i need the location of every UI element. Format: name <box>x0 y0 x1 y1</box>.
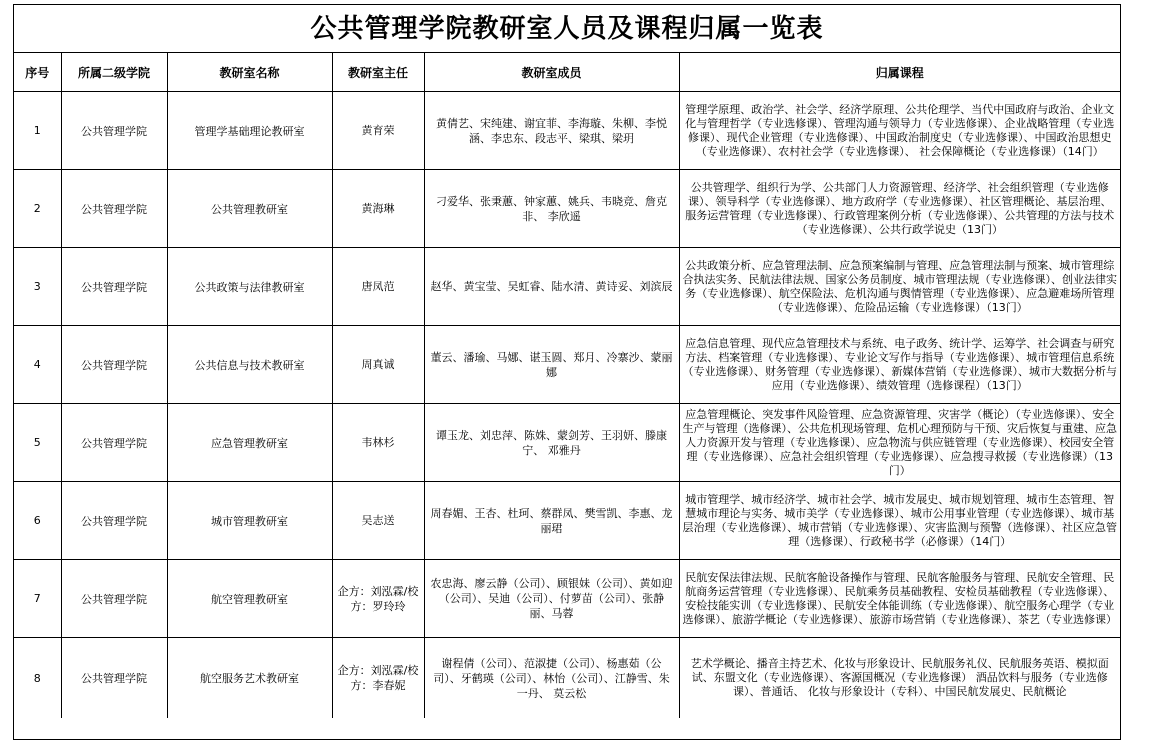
row-no: 7 <box>14 560 61 638</box>
table-header-row <box>14 53 1120 92</box>
row-no: 5 <box>14 404 61 482</box>
row-office: 应急管理教研室 <box>167 404 332 482</box>
row-director: 韦林杉 <box>332 404 424 482</box>
row-office: 公共信息与技术教研室 <box>167 326 332 404</box>
sheet-title: 公共管理学院教研室人员及课程归属一览表 <box>14 5 1120 53</box>
header-no: 序号 <box>14 53 61 92</box>
row-office: 管理学基础理论教研室 <box>167 92 332 170</box>
row-college: 公共管理学院 <box>61 170 167 248</box>
course-table-sheet <box>13 4 1121 740</box>
table-row <box>14 482 1120 560</box>
table-row <box>14 404 1120 482</box>
row-office: 城市管理教研室 <box>167 482 332 560</box>
row-college: 公共管理学院 <box>61 404 167 482</box>
header-members: 教研室成员 <box>424 53 679 92</box>
row-office: 公共管理教研室 <box>167 170 332 248</box>
staff-course-table <box>14 53 1120 718</box>
table-row <box>14 248 1120 326</box>
header-office: 教研室名称 <box>167 53 332 92</box>
row-director: 黄育荣 <box>332 92 424 170</box>
row-courses: 公共政策分析、应急管理法制、应急预案编制与管理、应急管理法制与预案、城市管理综合执法实务、民航法律法规、国家公务员制度、城市管理法规（专业选修课）、创业法律实务（专业选修课）、航空保险法、危机沟通与舆情管理（专业选修课）、应急避难场所管理（专业选修课）、危险品运输（专业选修课）（13门） <box>679 248 1120 326</box>
row-courses: 管理学原理、政治学、社会学、经济学原理、公共伦理学、当代中国政府与政治、企业文化与管理哲学（专业选修课）、管理沟通与领导力（专业选修课）、企业战略管理（专业选修课）、现代企业管理（专业选修课）、中国政治制度史（专业选修课）、中国政治思想史（专业选修课）、农村社会学（专业选修课）、 社会保障概论（专业选修课）（14门） <box>679 92 1120 170</box>
row-director: 周真诚 <box>332 326 424 404</box>
row-office: 公共政策与法律教研室 <box>167 248 332 326</box>
row-members: 农忠海、廖云静（公司）、顾银妹（公司）、黄如迎（公司）、吴迪（公司）、付萝苗（公司）、张静丽、马蓉 <box>424 560 679 638</box>
row-college: 公共管理学院 <box>61 92 167 170</box>
row-members: 刁爱华、张秉蕙、钟家蕙、姚兵、韦晓竞、詹克非、 李欣遥 <box>424 170 679 248</box>
row-no: 1 <box>14 92 61 170</box>
row-no: 3 <box>14 248 61 326</box>
row-college: 公共管理学院 <box>61 326 167 404</box>
row-members: 谢程倩（公司）、范淑捷（公司）、杨惠茹（公司）、牙鹤瑛（公司）、林怡（公司）、江静雪、朱一丹、 莫云松 <box>424 638 679 719</box>
row-college: 公共管理学院 <box>61 248 167 326</box>
row-courses: 城市管理学、城市经济学、城市社会学、城市发展史、城市规划管理、城市生态管理、智慧城市理论与实务、城市美学（专业选修课）、城市公用事业管理（专业选修课）、城市基层治理（专业选修课）、城市营销（专业选修课）、灾害监测与预警（选修课）、社区应急管理（选修课）、行政秘书学（必修课）（14门） <box>679 482 1120 560</box>
table-row <box>14 326 1120 404</box>
row-members: 黄倩艺、宋纯建、谢宜菲、李海璇、朱柳、李悦涵、李忠东、段志平、梁琪、梁玥 <box>424 92 679 170</box>
header-courses: 归属课程 <box>679 53 1120 92</box>
table-row <box>14 560 1120 638</box>
table-row <box>14 638 1120 719</box>
row-courses: 艺术学概论、播音主持艺术、化妆与形象设计、民航服务礼仪、民航服务英语、模拟面试、东盟文化（专业选修课）、客源国概况（专业选修课） 酒品饮料与服务（专业选修课）、普通话、 化妆与形象设计（专科）、中国民航发展史、民航概论 <box>679 638 1120 719</box>
row-courses: 应急信息管理、现代应急管理技术与系统、电子政务、统计学、运筹学、社会调查与研究方法、档案管理（专业选修课）、专业论文写作与指导（专业选修课）、城市管理信息系统（专业选修课）、财务管理（专业选修课）、新媒体营销（专业选修课）、城市大数据分析与应用（专业选修课）、绩效管理（选修课程）（13门） <box>679 326 1120 404</box>
row-members: 董云、潘瑜、马娜、谌玉圆、郑月、冷寨沙、蒙丽娜 <box>424 326 679 404</box>
row-office: 航空管理教研室 <box>167 560 332 638</box>
row-courses: 公共管理学、组织行为学、公共部门人力资源管理、经济学、社会组织管理（专业选修课）、领导科学（专业选修课）、地方政府学（专业选修课）、社区管理概论、基层治理、 服务运营管理（专业选修课）、行政管理案例分析（专业选修课）、公共管理的方法与技术（专业选修课）、公共行政学说史（13门） <box>679 170 1120 248</box>
row-no: 8 <box>14 638 61 719</box>
row-members: 周春媚、王杏、杜珂、蔡群凤、樊雪凯、李惠、龙丽珺 <box>424 482 679 560</box>
row-courses: 应急管理概论、突发事件风险管理、应急资源管理、灾害学（概论）（专业选修课）、安全生产与管理（选修课）、公共危机现场管理、危机心理预防与干预、灾后恢复与重建、应急人力资源开发与管理（专业选修课）、应急物流与供应链管理（专业选修课）、校园安全管理（专业选修课）、应急社会组织管理（专业选修课）、应急搜寻救援（专业选修课）（13门） <box>679 404 1120 482</box>
row-courses: 民航安保法律法规、民航客舱设备操作与管理、民航客舱服务与管理、民航安全管理、民航商务运营管理（专业选修课）、民航乘务员基础教程、安检员基础教程（专业选修课）、安检技能实训（专业选修课）、民航安全体能训练（专业选修课）、航空服务心理学（专业选修课）、旅游学概论（专业选修课）、旅游市场营销（专业选修课）、茶艺（专业选修课） <box>679 560 1120 638</box>
row-no: 4 <box>14 326 61 404</box>
row-college: 公共管理学院 <box>61 560 167 638</box>
row-members: 谭玉龙、刘忠萍、陈姝、蒙剑芳、王羽妍、滕康宁、 邓雅丹 <box>424 404 679 482</box>
row-director: 吴志送 <box>332 482 424 560</box>
row-director: 企方：刘泓霖/校方：罗玲玲 <box>332 560 424 638</box>
row-director: 企方：刘泓霖/校方：李春妮 <box>332 638 424 719</box>
row-director: 唐凤范 <box>332 248 424 326</box>
row-no: 6 <box>14 482 61 560</box>
row-college: 公共管理学院 <box>61 482 167 560</box>
row-members: 赵华、黄宝莹、吴虹睿、陆水清、黄诗妥、刘滨辰 <box>424 248 679 326</box>
row-college: 公共管理学院 <box>61 638 167 719</box>
header-director: 教研室主任 <box>332 53 424 92</box>
row-director: 黄海琳 <box>332 170 424 248</box>
row-no: 2 <box>14 170 61 248</box>
table-row <box>14 170 1120 248</box>
row-office: 航空服务艺术教研室 <box>167 638 332 719</box>
header-college: 所属二级学院 <box>61 53 167 92</box>
table-row <box>14 92 1120 170</box>
